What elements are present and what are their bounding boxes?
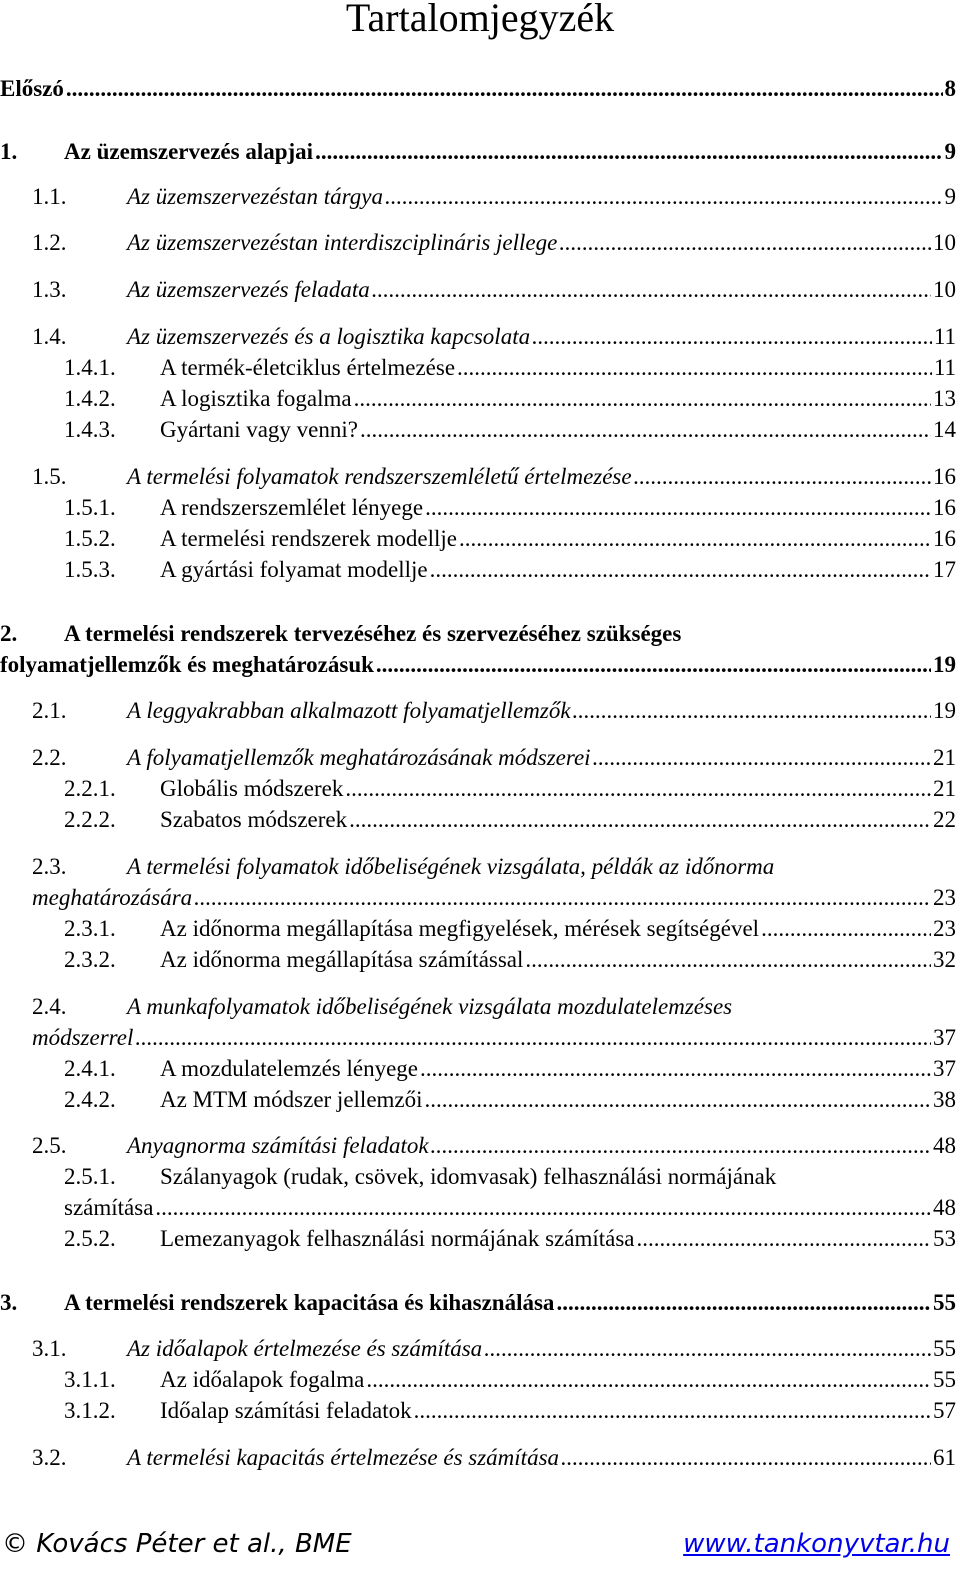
toc-entry-title: Gyártani vagy venni?: [160, 417, 358, 442]
toc-entry-page: 10: [933, 230, 956, 255]
toc-entry-number: 1.4.2.: [64, 386, 116, 411]
toc-entry-page: 14: [933, 417, 956, 442]
toc-entry-title: Előszó: [0, 76, 64, 101]
toc-entry-page: 23: [933, 916, 956, 941]
toc-entry-title: A folyamatjellemzők meghatározásának módszerei: [127, 745, 591, 770]
leader-dots: [425, 493, 931, 523]
leader-dots: [385, 182, 943, 212]
toc-entry-page: 37: [933, 1056, 956, 1081]
leader-dots: [414, 1396, 931, 1426]
leader-dots: [354, 384, 931, 414]
toc-entry-title: Az időnorma megállapítása megfigyelések, mérések segítségével: [160, 916, 760, 941]
toc-entry-number: 1.4.1.: [64, 355, 116, 380]
toc-entry-title: Az üzemszervezés alapjai: [64, 139, 314, 164]
toc-entry-page: 53: [933, 1226, 956, 1251]
toc-entry-title-line1: A termelési rendszerek tervezéséhez és szervezéséhez szükséges: [64, 621, 682, 646]
leader-dots: [366, 1365, 931, 1395]
toc-entry-number: 2.4.2.: [64, 1087, 116, 1112]
toc-entry-number: 2.5.2.: [64, 1226, 116, 1251]
toc-entry-number: 3.1.1.: [64, 1367, 116, 1392]
leader-dots: [484, 1334, 931, 1364]
toc-entry-page: 21: [933, 776, 956, 801]
leader-dots: [360, 415, 931, 445]
leader-dots: [430, 555, 931, 585]
toc-entry-page: 19: [933, 652, 956, 677]
toc-entry-page: 48: [933, 1133, 956, 1158]
toc-entry-title: Az időnorma megállapítása számítással: [160, 947, 524, 972]
toc-entry-title: folyamatjellemzők és meghatározásuk: [0, 652, 374, 677]
toc-entry-title: A gyártási folyamat modellje: [160, 557, 428, 582]
toc-entry-title: számítása: [64, 1195, 154, 1220]
toc-entry-page: 22: [933, 807, 956, 832]
toc-entry-title: Lemezanyagok felhasználási normájának számítása: [160, 1226, 635, 1251]
toc-entry-number: 1.4.3.: [64, 417, 116, 442]
toc-entry-number: 1.5.: [32, 464, 67, 489]
toc-entry-page: 17: [933, 557, 956, 582]
toc-entry-page: 16: [933, 495, 956, 520]
toc-entry-page: 9: [944, 139, 956, 164]
leader-dots: [457, 353, 932, 383]
copyright-icon: ©: [2, 1529, 28, 1559]
toc-entry-page: 21: [933, 745, 956, 770]
leader-dots: [345, 774, 931, 804]
toc-entry-number: 1.3.: [32, 277, 67, 302]
toc-entry-title: A termelési rendszerek kapacitása és kihasználása: [64, 1290, 555, 1315]
toc-entry-page: 16: [933, 526, 956, 551]
toc-entry-number: 1.2.: [32, 230, 67, 255]
leader-dots: [420, 1054, 931, 1084]
toc-entry-number: 2.1.: [32, 698, 67, 723]
footer-website-link[interactable]: www.tankonyvtar.hu: [683, 1529, 950, 1559]
leader-dots: [194, 883, 931, 913]
toc-entry-title: A termék-életciklus értelmezése: [160, 355, 456, 380]
toc-entry-page: 55: [933, 1290, 956, 1315]
leader-dots: [376, 650, 931, 680]
toc-entry-page: 19: [933, 698, 956, 723]
toc-entry-number: 3.: [0, 1290, 18, 1315]
toc-entry-number: 2.2.: [32, 745, 67, 770]
leader-dots: [372, 275, 931, 305]
toc-entry-title: A logisztika fogalma: [160, 386, 352, 411]
toc-entry-page: 11: [933, 324, 956, 349]
toc-entry-number: 2.5.1.: [64, 1164, 116, 1189]
toc-entry-title: Az üzemszervezés és a logisztika kapcsolata: [127, 324, 531, 349]
leader-dots: [155, 1193, 931, 1223]
toc-entry-number: 3.1.2.: [64, 1398, 116, 1423]
leader-dots: [556, 1288, 931, 1318]
toc-entry-title: A termelési kapacitás értelmezése és számítása: [127, 1445, 560, 1470]
leader-dots: [593, 743, 931, 773]
leader-dots: [431, 1131, 931, 1161]
leader-dots: [573, 696, 931, 726]
toc-entry-page: 11: [933, 355, 956, 380]
leader-dots: [66, 74, 943, 104]
toc-entry-number: 2.2.1.: [64, 776, 116, 801]
toc-entry-number: 1.5.2.: [64, 526, 116, 551]
toc-entry-page: 32: [933, 947, 956, 972]
leader-dots: [349, 805, 931, 835]
footer-author: Kovács Péter et al., BME: [28, 1529, 352, 1559]
toc-entry-title: Az időalapok fogalma: [160, 1367, 365, 1392]
toc-entry-title: Anyagnorma számítási feladatok: [127, 1133, 429, 1158]
toc-entry-title: A termelési folyamatok rendszerszemléletű értelmezése: [127, 464, 632, 489]
toc-entry-number: 2.: [0, 621, 18, 646]
leader-dots: [559, 228, 931, 258]
toc-entry-title: Az üzemszervezéstan tárgya: [127, 184, 383, 209]
leader-dots: [425, 1085, 931, 1115]
toc-entry-page: 55: [933, 1367, 956, 1392]
leader-dots: [636, 1224, 931, 1254]
toc-entry-number: 2.4.1.: [64, 1056, 116, 1081]
toc-entry-title: A rendszerszemlélet lényege: [160, 495, 424, 520]
toc-entry-number: 2.3.2.: [64, 947, 116, 972]
page-footer: [0, 1526, 960, 1562]
toc-entry-number: 3.2.: [32, 1445, 67, 1470]
toc-entry-title: Szabatos módszerek: [160, 807, 348, 832]
toc-entry-title: meghatározására: [32, 885, 193, 910]
toc-entry-page: 37: [933, 1025, 956, 1050]
toc-entry-number: 1.1.: [32, 184, 67, 209]
toc-entry-page: 16: [933, 464, 956, 489]
toc-entry-number: 1.: [0, 139, 18, 164]
toc-entry-number: 1.5.3.: [64, 557, 116, 582]
leader-dots: [761, 914, 931, 944]
toc-entry-number: 1.4.: [32, 324, 67, 349]
toc-entry-title-line1: A munkafolyamatok időbeliségének vizsgálata mozdulatelemzéses: [127, 994, 733, 1019]
toc-entry-title-line1: A termelési folyamatok időbeliségének vizsgálata, példák az időnorma: [127, 854, 775, 879]
leader-dots: [634, 462, 931, 492]
toc-entry-number: 2.5.: [32, 1133, 67, 1158]
toc-entry-page: 8: [944, 76, 956, 101]
page-title: Tartalomjegyzék: [345, 0, 615, 40]
footer-copyright: [2, 1526, 352, 1562]
toc-entry-number: 3.1.: [32, 1336, 67, 1361]
toc-entry-page: 10: [933, 277, 956, 302]
toc-entry-number: 2.3.1.: [64, 916, 116, 941]
toc-entry-title: A leggyakrabban alkalmazott folyamatjellemzők: [127, 698, 571, 723]
leader-dots: [561, 1443, 931, 1473]
toc-entry-title: Az MTM módszer jellemzői: [160, 1087, 423, 1112]
toc-entry-page: 9: [944, 184, 956, 209]
toc-entry-page: 13: [933, 386, 956, 411]
toc-entry-number: 2.4.: [32, 994, 67, 1019]
toc-entry-page: 57: [933, 1398, 956, 1423]
toc-entry-page: 23: [933, 885, 956, 910]
toc-entry-title: Időalap számítási feladatok: [160, 1398, 412, 1423]
leader-dots: [315, 137, 942, 167]
toc-entry-page: 38: [933, 1087, 956, 1112]
toc-entry-number: 2.2.2.: [64, 807, 116, 832]
leader-dots: [459, 524, 931, 554]
leader-dots: [532, 322, 932, 352]
toc-entry-number: 2.3.: [32, 854, 67, 879]
toc-entry-title-line1: Szálanyagok (rudak, csövek, idomvasak) felhasználási normájának: [160, 1164, 777, 1189]
leader-dots: [135, 1023, 931, 1053]
toc-entry-title: Az időalapok értelmezése és számítása: [127, 1336, 483, 1361]
toc-entry-title: Az üzemszervezés feladata: [127, 277, 370, 302]
toc-entry-title: módszerrel: [32, 1025, 134, 1050]
toc-entry-title: A mozdulatelemzés lényege: [160, 1056, 419, 1081]
toc-entry-page: 55: [933, 1336, 956, 1361]
toc-entry-page: 61: [933, 1445, 956, 1470]
toc-entry-number: 1.5.1.: [64, 495, 116, 520]
toc-entry-title: Az üzemszervezéstan interdiszciplináris jellege: [127, 230, 558, 255]
toc-entry-page: 48: [933, 1195, 956, 1220]
toc-entry-title: A termelési rendszerek modellje: [160, 526, 457, 551]
toc-entry-title: Globális módszerek: [160, 776, 344, 801]
leader-dots: [525, 945, 931, 975]
